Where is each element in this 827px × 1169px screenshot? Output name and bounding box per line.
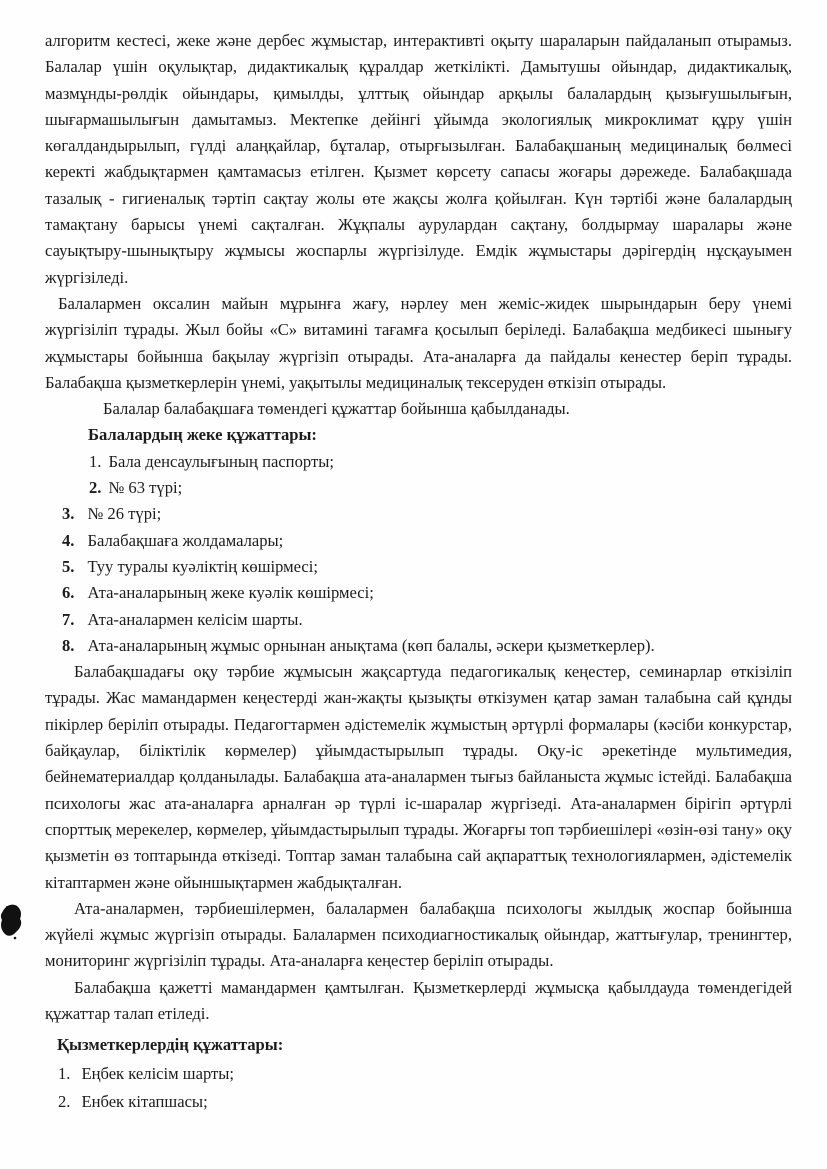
staff-doc-item-1 [45, 1061, 792, 1087]
children-docs-heading: Балалардың жеке құжаттары: [88, 425, 317, 445]
item-number: 2. [58, 1091, 71, 1111]
item-number: 4. [62, 530, 75, 550]
paragraph-staffing: Балабақша қажетті мамандармен қамтылған. Қызметкерлерді жұмысқа қабылдауда төмендегідей құжаттар талап етіледі. [45, 977, 792, 1023]
item-text: Еңбек келісім шарты; [81, 1063, 235, 1083]
children-doc-item-2 [45, 475, 792, 501]
paragraph-health-care: Балалармен оксалин майын мұрынға жағу, нәрлеу мен жеміс-жидек шырындарын беру үнемі жүргізіліп тұрады. Жыл бойы «С» витамині тағамға қосылып беріледі. Балабақша медбикесі шынығу жұмыстары бойынша бақылау жүргізіп отырады. Ата-аналарға да пайдалы кенестер беріп тұрады. Балабақша қызметкерлерін үнемі, уақытылы медициналық тексеруден өткізіп отырады. [45, 293, 792, 392]
item-number: 1. [58, 1063, 71, 1083]
children-doc-item-7 [45, 607, 792, 633]
item-text: Ата-аналарының жеке куәлік көшірмесі; [87, 583, 374, 603]
item-number: 8. [62, 635, 75, 655]
children-doc-item-3 [45, 501, 792, 527]
children-doc-item-4 [45, 528, 792, 554]
item-number: 5. [62, 556, 75, 576]
item-text: Ата-аналарының жұмыс орнынан анықтама (көп балалы, әскери қызметкерлер). [87, 635, 655, 655]
document-body [45, 28, 792, 1115]
item-text: Енбек кітапшасы; [81, 1091, 208, 1111]
item-text: Бала денсаулығының паспорты; [108, 451, 334, 471]
ink-stain-artifact [0, 901, 28, 943]
children-doc-item-1 [45, 449, 792, 475]
admission-intro-line: Балалар балабақшаға төмендегі құжаттар бойынша қабылданады. [103, 399, 570, 419]
item-text: Ата-аналармен келісім шарты. [87, 609, 303, 629]
item-number: 7. [62, 609, 75, 629]
children-doc-item-8 [45, 633, 792, 659]
item-number: 2. [89, 478, 102, 498]
item-text: Балабақшаға жолдамалары; [87, 530, 284, 550]
item-text: № 26 түрі; [87, 504, 162, 524]
children-doc-item-6 [45, 580, 792, 606]
children-doc-item-5 [45, 554, 792, 580]
item-text: № 63 түрі; [108, 478, 183, 498]
item-number: 3. [62, 504, 75, 524]
paragraph-psychologist-work: Ата-аналармен, тәрбиешілермен, балалармен балабақша психологы жылдық жоспар бойынша жүйелі жұмыс жүргізіп отырады. Балалармен психодиагностикалық ойындар, жаттығулар, тренингтер, мониторинг жүргізіліп тұрады. Ата-аналарға кеңестер беріліп отырады. [45, 898, 792, 971]
item-text: Туу туралы куәліктің көшірмесі; [87, 556, 318, 576]
staff-doc-item-2 [45, 1089, 792, 1115]
item-number: 1. [89, 451, 102, 471]
staff-docs-heading: Қызметкерлердің құжаттары: [57, 1035, 284, 1055]
paragraph-continuation: алгоритм кестесі, жеке және дербес жұмыстар, интерактивті оқыту шараларын пайдаланып отырамыз. Балалар үшін оқулықтар, дидактикалық құралдар жеткілікті. Дамытушы ойындар, дидактикалық, мазмұнды-рөлдік ойындары, қимылды, ұлттық ойындар арқылы балалардың қызығушылығын, шығармашылығын дамытамыз. Мектепке дейінгі ұйымда экологиялық микроклимат құру үшін көгалдандырылып, гүлді алаңқайлар, бұталар, отырғызылған. Балабақшаның медициналық бөлмесі керекті жабдықтармен қамтамасыз етілген. Қызмет көрсету сапасы жоғары дәрежеде. Балабақшада тазалық - гигиеналық тәртіп сақтау жолы өте жақсы жолға қойылған. Күн тәртібі және балалардың тамақтану барысы үнемі сақталған. Жұқпалы аурулардан сақтану, болдырмау шаралары және сауықтыру-шынықтыру жұмысы жоспарлы жүргізілуде. Емдік жұмыстары дәрігердің нұсқауымен жүргізіледі. [45, 31, 792, 287]
paragraph-methodical-work: Балабақшадағы оқу тәрбие жұмысын жақсартуда педагогикалық кеңестер, семинарлар өткізіліп тұрады. Жас мамандармен кеңестерді жан-жақты қызықты өткізумен қатар заман талабына сай құнды пікірлер беріліп отырады. Педагогтармен әдістемелік жұмыстың әртүрлі формалары (кәсіби конкурстар, байқаулар, біліктілік көрмелер) ұйымдастырылып тұрады. Оқу-іс әрекетінде мультимедия, бейнематериалдар қолданылады. Балабақша ата-аналармен тығыз байланыста жұмыс істейді. Балабақша психологы жас ата-аналарға арналған әр түрлі іс-шаралар жүргізеді. Ата-аналармен бірігіп әртүрлі спорттық мерекелер, көрмелер, ұйымдастырылып тұрады. Жоғарғы топ тәрбиешілері «өзін-өзі тану» оқу қызметін өз топтарында өткізеді. Топтар заман талабына сай ақпараттық технологиялармен, әдістемелік кітаптармен және ойыншықтармен жабдықталған. [45, 662, 792, 892]
item-number: 6. [62, 583, 75, 603]
